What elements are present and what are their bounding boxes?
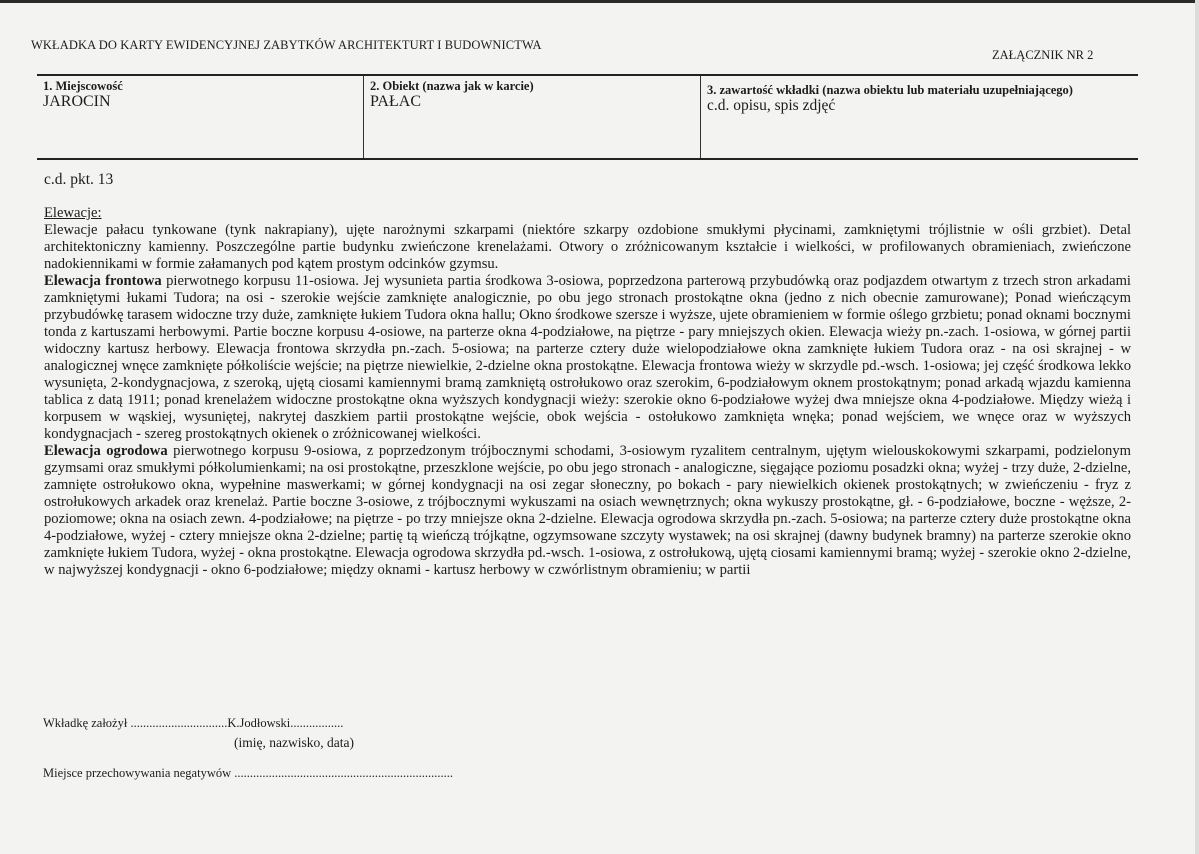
negatives-value: ...................................................................... bbox=[234, 766, 453, 780]
created-by-hint: (imię, nazwisko, data) bbox=[234, 735, 354, 750]
page-top-edge bbox=[0, 0, 1199, 3]
created-by-label: Wkładkę założył bbox=[43, 716, 128, 730]
field-contents bbox=[700, 76, 1138, 158]
field-contents-label: 3. zawartość wkładki (nazwa obiektu lub materiału uzupełniającego) bbox=[707, 83, 1073, 97]
negatives-line bbox=[43, 766, 453, 781]
section-heading: Elewacje: bbox=[44, 205, 102, 221]
field-locality-label: 1. Miejscowość bbox=[43, 79, 123, 93]
garden-elevation-paragraph bbox=[44, 443, 1131, 579]
field-locality-value: JAROCIN bbox=[43, 93, 111, 110]
field-object-label: 2. Obiekt (nazwa jak w karcie) bbox=[370, 79, 534, 93]
continuation-note: c.d. pkt. 13 bbox=[44, 171, 114, 188]
description-body bbox=[44, 205, 1131, 579]
form-title: WKŁADKA DO KARTY EWIDENCYJNEJ ZABYTKÓW ARCHITEKTURT I BUDOWNICTWA bbox=[31, 38, 542, 52]
field-locality bbox=[37, 76, 363, 158]
created-by-line bbox=[43, 716, 343, 731]
created-by-value: ...............................K.Jodłowski................. bbox=[130, 716, 344, 730]
page-right-edge bbox=[1195, 0, 1199, 854]
negatives-label: Miejsce przechowywania negatywów bbox=[43, 766, 232, 780]
front-elevation-label: Elewacja frontowa bbox=[44, 273, 162, 289]
front-elevation-paragraph bbox=[44, 273, 1131, 443]
field-object-value: PAŁAC bbox=[370, 93, 421, 110]
header-fields-table bbox=[37, 74, 1138, 160]
garden-elevation-text: pierwotnego korpusu 9-osiowa, z poprzedzonym trójbocznymi schodami, 3-osiowym ryzalitem centralnym, ujętym wielouskokowymi szkarpami, podzielonym gzymsami oraz smukłymi półkolumienkami; na osi prostokątne, przeszklone wejście, po obu jego stronach - analogiczne, sięgające poziomu posadzki okna; wyżej - trzy duże, 2-dzielne, zamnięte ostrołukowo okna, wypełnine maswerkami; w górnej kondygnacji na osi zegar słoneczny, po bokach - pary niewielkich okienek prostokątnych; w zwieńczeniu - fryz z ostrołukowych arkadek oraz krenelaż. Partie boczne 3-osiowe, z trójbocznymi wykuszami na osiach wewnętrznych; okna wykuszy prostokątne, gł. - 6-podziałowe, boczne - węższe, 2-poziomowe; okna na osiach zewn. 4-podziałowe; na piętrze - po trzy mniejsze okna 2-dzielne. Elewacja ogrodowa skrzydła pn.-zach. 5-osiowa; na parterze cztery duże prostokątne okna 4-podziałowe, wyżej - cztery mniejsze okna 2-dzielne; partię tą wieńczą trójkątne, ogzymsowane szczyty wystawek; na osi skrajnej (dawny budynek bramny) na parterze szerokie okno zamknięte łukiem Tudora, wyżej - okna prostokątne. Elewacja ogrodowa skrzydła pd.-wsch. 1-osiowa, z ostrołukową, ujętą ciosami kamiennymi bramą; wyżej - szerokie okno 2-dzielne, w najwyższej kondygnacji - okno 6-podziałowe; między oknami - kartusz herbowy w czwórlistnym obramieniu; w partii bbox=[44, 443, 1131, 578]
field-contents-value: c.d. opisu, spis zdjęć bbox=[707, 97, 836, 114]
front-elevation-text: pierwotnego korpusu 11-osiowa. Jej wysunieta partia środkowa 3-osiowa, poprzedzona parterową przybudówką oraz podjazdem otwartym z trzech stron arkadami zamkniętymi łukami Tudora; na osi - szerokie wejście zamknięte analogicznie, po obu jego stronach prostokątne okna (jedno z nich obecnie zamurowane); Ponad wieńczącym przybudówkę tarasem widoczne trzy duże, zamknięte łukiem Tudora okna hallu; Okno środkowe szersze i wyższe, ujete obramieniem w formie oślego grzbietu; ponad oknami bocznymi tonda z kartuszami herbowymi. Partie boczne korpusu 4-osiowe, na parterze okna 4-podziałowe, na piętrze - pary mniejszych okien. Elewacja wieży pn.-zach. 1-osiowa, w górnej partii widoczny kartusz herbowy. Elewacja frontowa skrzydła pn.-zach. 5-osiowa; na parterze cztery duże wielopodziałowe okna zamknięte łukiem Tudora oraz - na osi skrajnej - w analogicznej wnęce zamknięte półkoliście wejście; na piętrze niewielkie, 2-dzielne okna prostokątne. Elewacja frontowa wieży w skrzydle pd.-wsch. 1-osiowa; jej część środkowa lekko wysunięta, 2-kondygnacjowa, z szeroką, ujętą ciosami kamiennymi bramą zamkniętą ostrołukowo oraz szerokim, 6-podziałowym oknem prostokątnym; ponad arkadą wjazdu kamienna tablica z datą 1911; ponad krenelażem widoczne prostokątne okna wyższych kondygnacji wieży: szerokie okno 6-podziałowe wyżej dwa mniejsze okna 4-podziałowe. Między wieżą i korpusem w wąskiej, wysuniętej, nakrytej daszkiem partii prostokątne wejście, obok wejścia - ostołukowo zamknięta wnęka; ponad wejściem, we wnęce oraz w wyższych kondygnacjach - szereg prostokątnych okienek o zróżnicowanej wielkości. bbox=[44, 273, 1131, 442]
garden-elevation-label: Elewacja ogrodowa bbox=[44, 443, 168, 459]
field-object bbox=[363, 76, 700, 158]
intro-paragraph: Elewacje pałacu tynkowane (tynk nakrapiany), ujęte narożnymi szkarpami (niektóre szkarpy ozdobione smukłymi płycinami, zamkniętymi trójlistnie w ośli grzbiet). Detal architektoniczny kamienny. Poszczególne partie budynku zwieńczone krenelażami. Otwory o zróżnicowanym kształcie i wielkości, w profilowanych obramieniach, zwieńczone nadokiennikami w formie załamanych pod kątem prostym odcinków gzymsu. bbox=[44, 222, 1131, 272]
annex-number: ZAŁĄCZNIK NR 2 bbox=[992, 48, 1094, 62]
